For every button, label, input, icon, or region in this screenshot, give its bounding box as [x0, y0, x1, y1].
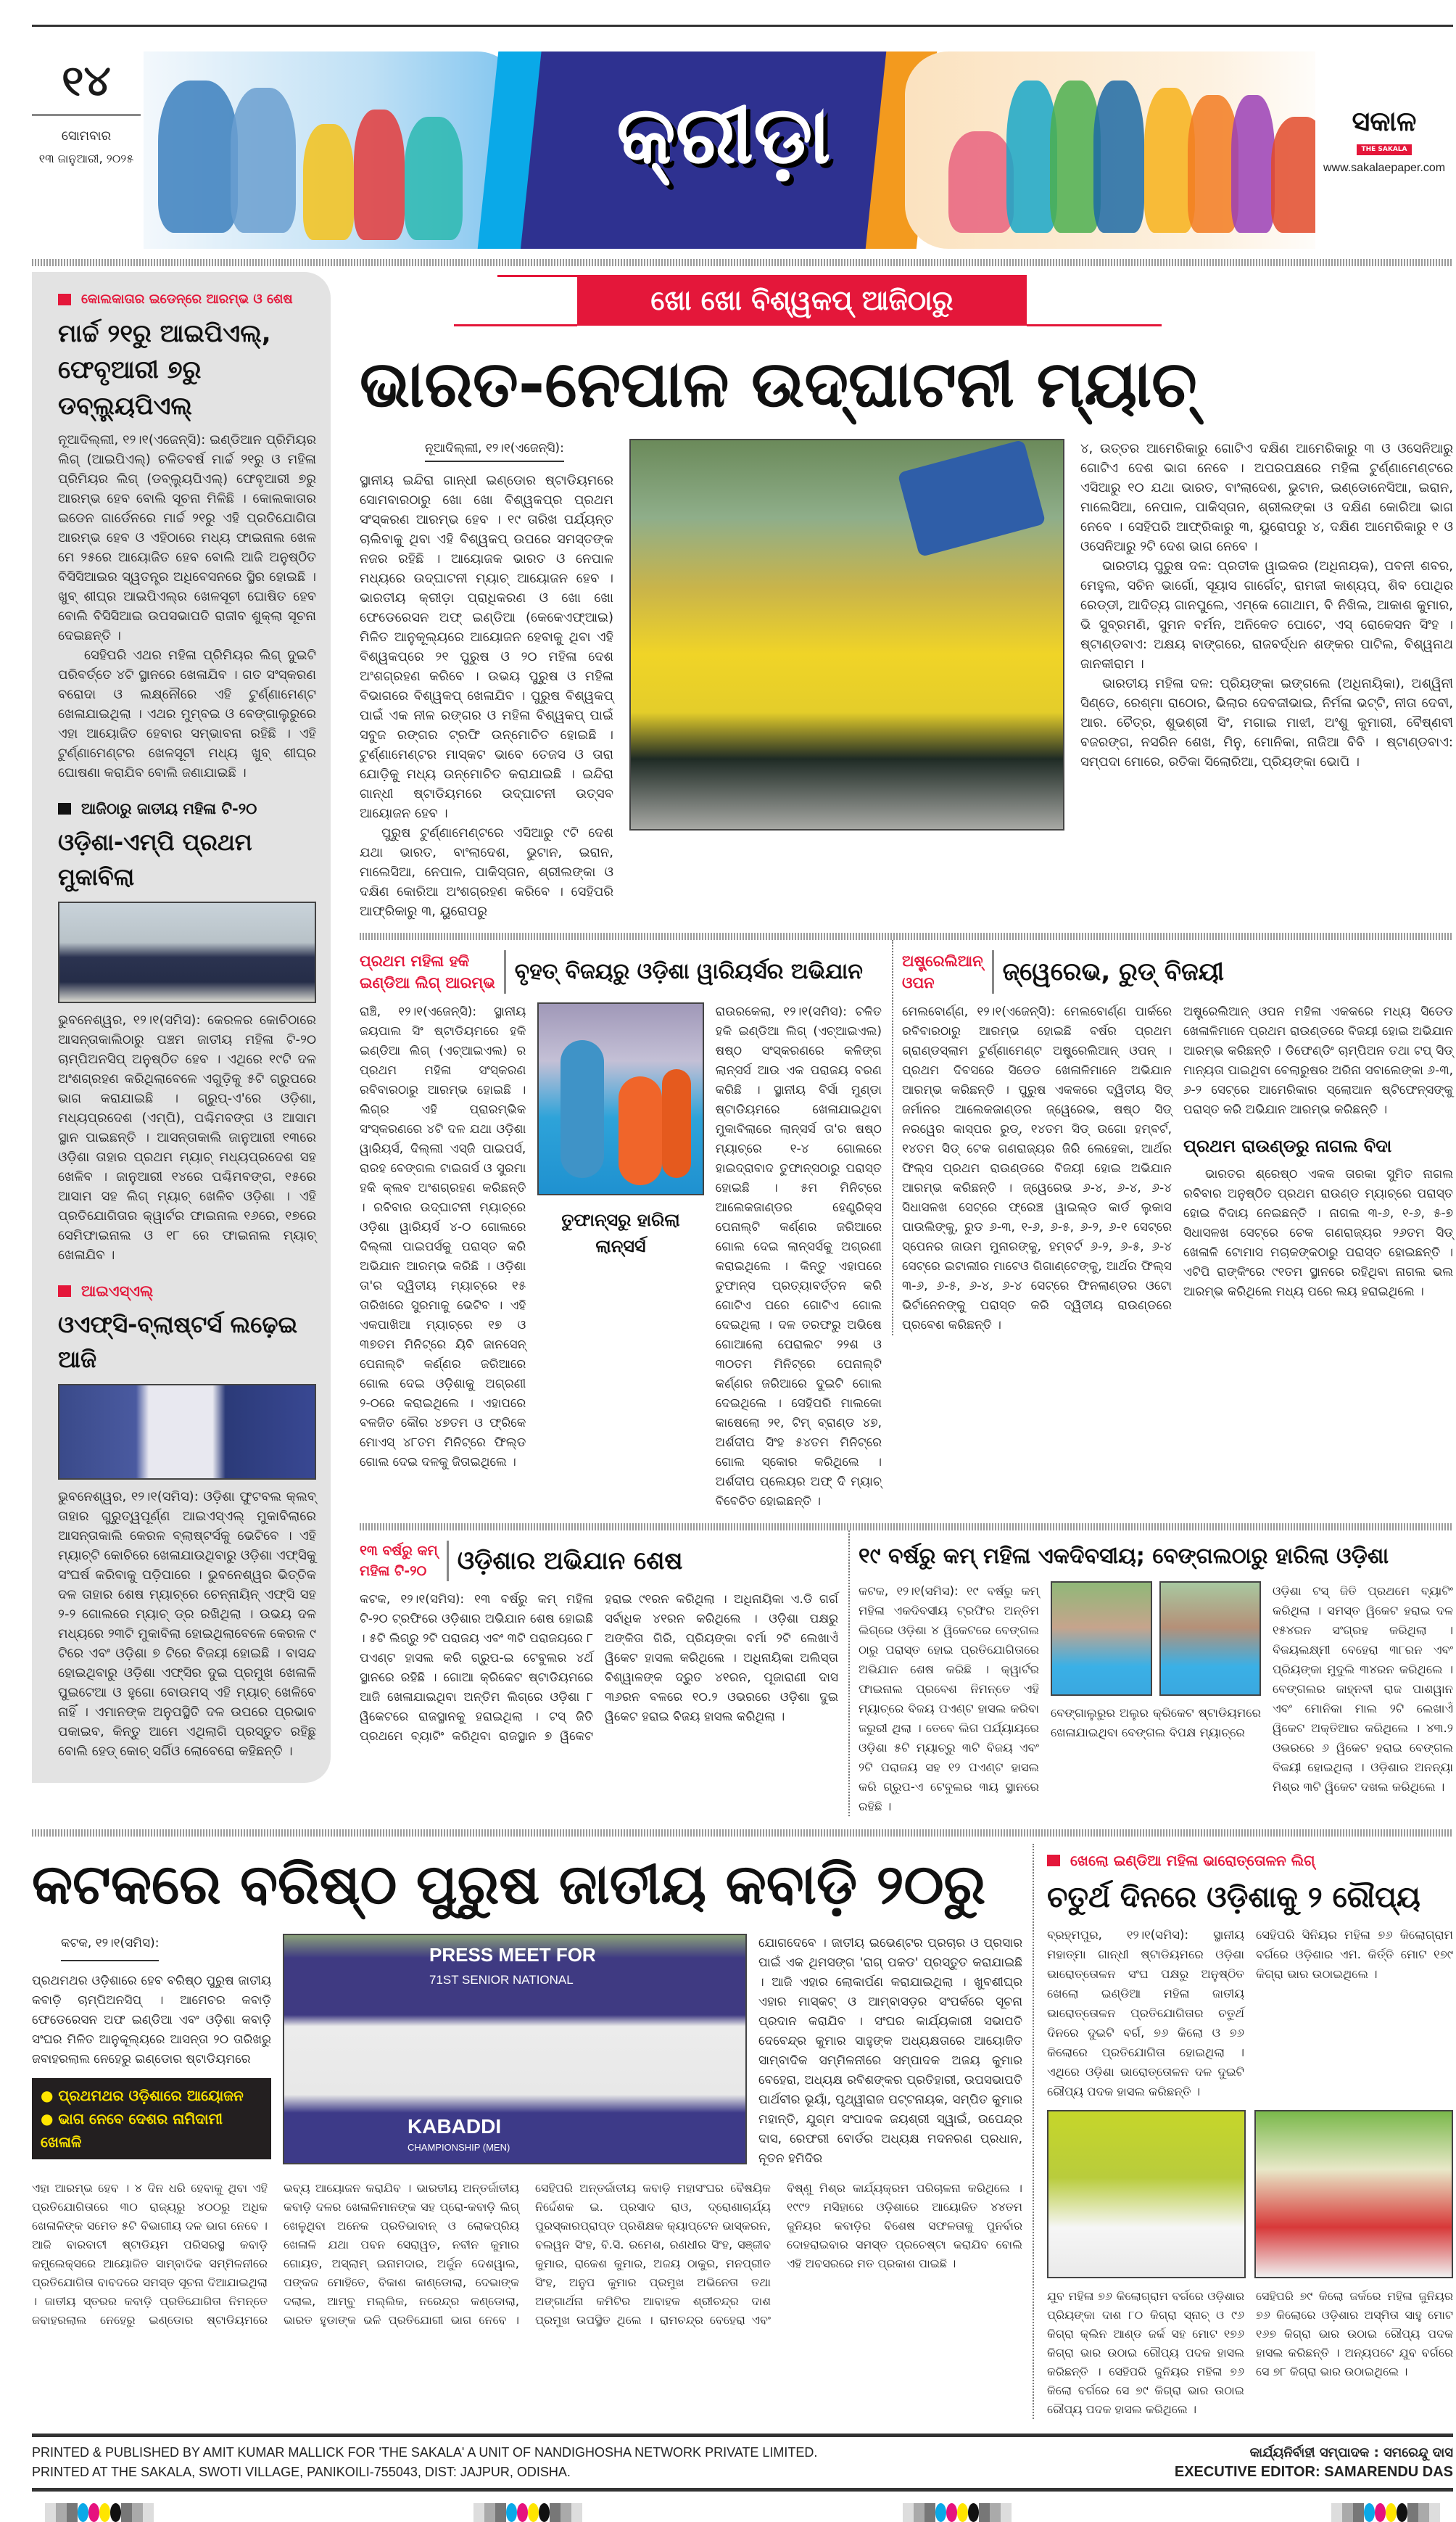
- lead-body-1: ସ୍ଥାନୀୟ ଇନ୍ଦିରା ଗାନ୍ଧୀ ଇଣ୍ଡୋର ଷ୍ଟାଡିୟମରେ ସୋମବାରଠାରୁ ଖୋ ଖୋ ବିଶ୍ୱକପ୍‌ର ପ୍ରଥମ ସଂସ୍କରଣ ଆରମ୍ଭ ହେବ । ୧୯ ତାରିଖ ପର୍ଯ୍ୟନ୍ତ ଚାଲିବାକୁ ଥିବା ଏହି ବିଶ୍ୱକପ୍ ଉପରେ ସମସ୍ତଙ୍କ ନଜର ରହିଛି । ଆୟୋଜକ ଭାରତ ଓ ନେପାଳ ମଧ୍ୟରେ ଉଦ୍‌ଘାଟନୀ ମ୍ୟାଚ୍ ଆୟୋଜନ ହେବ । ଭାରତୀୟ କ୍ରୀଡ଼ା ପ୍ରାଧିକରଣ ଓ ଖୋ ଖୋ ଫେଡେରେସନ ଅଫ୍ ଇଣ୍ଡିଆ (କେକେଏଫ୍‌ଆଇ) ମିଳିତ ଆନୁକୂଲ୍ୟରେ ଆୟୋଜନ ହେବାକୁ ଥିବା ଏହି ବିଶ୍ୱକପ୍‌ରେ ୨୧ ପୁରୁଷ ଓ ୨୦ ମହିଳା ଦେଶ ଅଂଶଗ୍ରହଣ କରିବେ । ଉଭୟ ପୁରୁଷ ଓ ମହିଳା ବିଭାଗରେ ବିଶ୍ୱକପ୍ ଖେଳାଯିବ । ପୁରୁଷ ବିଶ୍ୱକପ୍ ପାଇଁ ଏକ ନୀଳ ରଙ୍ଗର ଓ ମହିଳା ବିଶ୍ୱକପ୍ ପାଇଁ ସବୁଜ ରଙ୍ଗର ଟ୍ରଫି ଉନ୍ମୋଚିତ ହୋଇଛି । ଟୁର୍ଣ୍ଣାମେଣ୍ଟର ମାସ୍କଟ ଭାବେ ତେଜସ ଓ ତାରା ଯୋଡ଼ିକୁ ମଧ୍ୟ ଉନ୍ମୋଚିତ କରାଯାଇଛି । ଇନ୍ଦିରା ଗାନ୍ଧୀ ଷ୍ଟାଡିୟମରେ ଉଦ୍‌ଘାଟନୀ ଉତ୍ସବ ଆୟୋଜନ ହେବ ।: [360, 473, 613, 821]
- ipl-headline-line-2: ଫେବୃଆରୀ ୭ରୁ ଡବ୍ଲ୍ୟୁପିଏଲ୍: [58, 355, 202, 421]
- bullet-square-icon: [58, 803, 71, 815]
- hockey-sub-headline: ତୁଫାନ୍ସରୁ ହାରିଲା ଲାନ୍ସର୍ସ: [561, 1210, 680, 1256]
- page-number: ୧୪: [32, 51, 141, 116]
- women-team: ଭାରତୀୟ ମହିଳା ଦଳ: ପ୍ରିୟଙ୍କା ଇଙ୍ଗଲେ (ଅଧିନାୟିକା), ଅଶ୍ୱିନୀ ସିଣ୍ଡେ, ରେଶ୍ମା ରାଠୋର, ଭିଲାର ଦେବଜୀଭାଇ, ନିର୍ମଳା ଭଟ୍ଟି, ନୀତା ଦେବୀ, ଆର. ଚୈତ୍ର, ଶୁଭଶ୍ରୀ ସିଂ, ମଗାଇ ମାଝୀ, ଅଂଶୁ କୁମାରୀ, ବୈଷ୍ଣବୀ ବଜରଙ୍ଗ, ନସରିନ ଶେଖ, ମିନୁ, ମୋନିକା, ନାଜିଆ ବିବି । ଷ୍ଟାଣ୍ଡବାଏ: ସମ୍ପଦା ମୋରେ, ରତିକା ସିଲୋରିଆ, ପ୍ରିୟଙ୍କା ଭୋପି ।: [1080, 676, 1453, 770]
- athlete-figure-icon: [948, 131, 1014, 233]
- hockey-middle-column: [537, 1002, 703, 1265]
- editor-odia: କାର୍ଯ୍ୟନିର୍ବାହୀ ସମ୍ପାଦକ : ସମରେନ୍ଦୁ ଦାସ: [1249, 2445, 1453, 2460]
- ipl-story: [58, 289, 316, 783]
- ipl-body-2: ସେହିପରି ଏଥର ମହିଳା ପ୍ରିମିୟର ଲିଗ୍ ଦୁଇଟି ପରିବର୍ତ୍ତେ ୪ଟି ସ୍ଥାନରେ ଖେଳାଯିବ । ଗତ ସଂସ୍କରଣ ବରୋଦା ଓ ଲକ୍ଷ୍ନୌରେ ଏହି ଟୁର୍ଣ୍ଣାମେଣ୍ଟ ଖେଳାଯାଇଥିଲା । ଏଥର ମୁମ୍ବଇ ଓ ବେଙ୍ଗାଲୁରୁରେ ଏହା ଆୟୋଜିତ ହେବାର ସମ୍ଭାବନା ରହିଛି । ଏହି ଟୁର୍ଣ୍ଣାମେଣ୍ଟର ଖେଳସୂଚୀ ମଧ୍ୟ ଖୁବ୍ ଶୀଘ୍ର ଘୋଷଣା କରାଯିବ ବୋଲି ଜଣାଯାଇଛି ।: [58, 648, 316, 780]
- lead-left-column: [360, 439, 613, 921]
- u17-headline: ଓଡ଼ିଶାର ଅଭିଯାନ ଶେଷ: [457, 1546, 683, 1575]
- masthead: [32, 51, 1453, 255]
- weightlifting-body-3: ଯୁବ ମହିଳା ୭୬ କିଲୋଗ୍ରାମ ବର୍ଗରେ ଓଡ଼ିଶାର ପ୍ରିୟଙ୍କା ଦାଶ ୮୦ କିଗ୍ରା ସ୍ନାଚ୍ ଓ ୯୬ କିଗ୍ରା କ୍ଲିନ ଆଣ୍ଡ ଜର୍କ ସହ ମୋଟ ୧୭୬ କିଗ୍ରା ଭାର ଉଠାଇ ରୌପ୍ୟ ପଦକ ହାସଲ କରିଛନ୍ତି । ସେହିପରି ଜୁନିୟର ମହିଳା ୭୬ କିଲୋ ବର୍ଗରେ ସେ ୭୯ କିଗ୍ରା ଭାର ଉଠାଇ ରୌପ୍ୟ ପଦକ ହାସଲ କରିଥିଲେ ।: [1047, 2289, 1244, 2416]
- player-figure-icon: [662, 1069, 691, 1178]
- kabaddi-top: [32, 1934, 1022, 2169]
- section-title: କ୍ରୀଡ଼ା: [616, 88, 831, 181]
- tag-rule: [454, 324, 577, 326]
- kabaddi-body-right: ଯୋଗଦେବେ । ଜାତୀୟ ଇଭେଣ୍ଟର ପ୍ରଚାର ଓ ପ୍ରସାର ପାଇଁ ଏକ ଥିମସଙ୍ଗ 'ରାଗ୍ ପକଡ' ପ୍ରସ୍ତୁତ କରାଯାଇଛି । ଆଜି ଏହାର ଲୋକାର୍ପଣ କରାଯାଇଥିଲା । ଖୁବଶୀଘ୍ର ଏହାର ମାସ୍କଟ୍ ଓ ଆମ୍ବାସଡ଼ର ସଂପର୍କରେ ସୂଚନା ପ୍ରଦାନ କରାଯିବ । ସଂଘର କାର୍ଯ୍ୟକାରୀ ସଭାପତି ଦେବେନ୍ଦ୍ର କୁମାର ସାହୁଙ୍କ ଅଧ୍ୟକ୍ଷତାରେ ଆୟୋଜିତ ସାମ୍ବାଦିକ ସମ୍ମିଳନୀରେ ସମ୍ପାଦକ ଅଜୟ କୁମାର ବେହେରା, ଅଧ୍ୟକ୍ଷ ରବିଶଙ୍କର ପ୍ରତିହାରୀ, ଉପସଭାପତି ପାର୍ଥବୀର ଭୂୟାଁ, ପୃଥ୍ୱୀରାଜ ପଟ୍ଟନାୟକ, ସମ୍ପିତ କୁମାର ମହାନ୍ତି, ଯୁଗ୍ମ ସଂପାଦକ ଜୟଶ୍ରୀ ସ୍ୱାଇଁ, ଉପେନ୍ଦ୍ର ଦାସ, ରେଫରୀ ବୋର୍ଡର ଅଧ୍ୟକ୍ଷ ମଦନରଣ ପ୍ରଧାନ, ନୂତନ ହମିଦିର: [758, 1936, 1022, 2166]
- kho-kho-tag: ଖୋ ଖୋ ବିଶ୍ୱକପ୍ ଆଜିଠାରୁ: [577, 275, 1027, 326]
- isl-kicker: ଆଇଏସ୍‌ଏଲ୍: [58, 1279, 316, 1303]
- hockey-action-photo: [537, 1002, 703, 1195]
- imprint: [32, 2443, 1160, 2482]
- weightlifting-body-2: ସେହିପରି ସିନିୟର ମହିଳା ୭୬ କିଲୋଗ୍ରାମ ବର୍ଗରେ ଓଡ଼ିଶାର ଏମ. କିର୍ତ୍ତି ମୋଟ ୧୭୯ କିଗ୍ରା ଭାର ଉଠାଇଥିଲେ ।: [1256, 1928, 1453, 1981]
- lead-story: [360, 439, 1453, 921]
- player-portrait-2: [1159, 1581, 1261, 1696]
- hockey-columns: [360, 1002, 882, 1512]
- kabaddi-story: [32, 1844, 1033, 2330]
- isl-press-photo: [58, 1384, 316, 1480]
- ipl-headline-line-1: ମାର୍ଚ୍ଚ ୨୧ରୁ ଆଇପିଏଲ୍,: [58, 319, 271, 348]
- ipl-headline: [58, 316, 316, 424]
- bullet-dot-icon: ●: [41, 2110, 59, 2127]
- cricket-row: [360, 1530, 1453, 1816]
- banner-text: KABADDI: [408, 2115, 502, 2138]
- bottom-row: [32, 1844, 1453, 2419]
- masthead-dateblock: [32, 51, 141, 255]
- ao-story: [892, 940, 1453, 1335]
- banner-text: CHAMPIONSHIP (MEN): [408, 2142, 510, 2153]
- isl-headline: ଓଏଫ୍‌ସି-ବ୍ଲାଷ୍ଟର୍ସ ଲଢ଼େଇ ଆଜି: [58, 1311, 298, 1373]
- hockey-header: [360, 950, 882, 994]
- kabaddi-highlights: [32, 2078, 271, 2159]
- cricket-figure-icon: [405, 117, 463, 240]
- ao-sub-headline: ପ୍ରଥମ ରାଉଣ୍ଡରୁ ନାଗଲ ବିଦା: [1183, 1136, 1392, 1156]
- day-label: ସୋମବାର: [61, 128, 112, 144]
- u19-columns: [859, 1581, 1453, 1816]
- weightlifting-story: [1033, 1844, 1453, 2419]
- sidebar-panel: [32, 272, 331, 1783]
- banner-cricket-panel: [144, 51, 521, 249]
- u19-story: [848, 1530, 1453, 1816]
- ao-body: ମେଲବୋର୍ଣ୍ଣ, ୧୨।୧(ଏଜେନ୍ସି): ମେଲବୋର୍ଣ୍ଣ ପାର୍କରେ ରବିବାରଠାରୁ ଆରମ୍ଭ ହୋଇଛି ବର୍ଷର ପ୍ରଥମ ଗ୍ରାଣ୍ଡସ୍ଲାମ ଟୁର୍ଣ୍ଣାମେଣ୍ଟ ଅଷ୍ଟ୍ରେଲିଆନ୍ ଓପନ୍ । ପ୍ରଥମ ଦିବସରେ ସିଡେଡ ଖେଳାଳିମାନେ ଅଭିଯାନ ଆରମ୍ଭ କରିଛନ୍ତି । ପୁରୁଷ ଏକକରେ ଦ୍ୱିତୀୟ ସିଡ୍ ଜର୍ମାନର ଆଲେକଜାଣ୍ଡର ଜ୍ୱେରେଭ, ଷଷ୍ଠ ସିଡ୍ ନରୱେର କାସ୍ପର ରୁଡ୍, ୧୪ତମ ସିଡ୍ ଉଗୋ ହମ୍ବର୍ଟ, ୧୪ତମ ସିଡ୍ ଟେକ ଗଣରାଜ୍ୟର ଜିରି ଲେହେକା, ଆର୍ଥର ଫିଲ୍ସ ପ୍ରଥମ ରାଉଣ୍ଡରେ ବିଜୟୀ ହୋଇ ଅଭିଯାନ ଆରମ୍ଭ କରିଛନ୍ତି । ଜ୍ୱେରେଭ ୬-୪, ୬-୪, ୬-୪ ସିଧାସଳଖ ସେଟ୍‌ରେ ଫ୍ରେଞ୍ଚ ୱାଇଲ୍ଡ କାର୍ଡ ଲୁକାସ ପାଉଲିଙ୍କୁ, ରୁଡ ୬-୩, ୧-୬, ୬-୫, ୬-୨, ୬-୧ ସେଟ୍‌ରେ ସ୍ପେନର ଜାଉମ ମୁନାରଙ୍କୁ, ହମ୍ବର୍ଟ ୬-୨, ୬-୫, ୬-୪ ସେଟ୍‌ରେ ଇଟାଲୀର ମାଟେଓ ଗିଗାଣ୍ଟେଙ୍କୁ, ଆର୍ଥର ଫିଲ୍ସ ୩-୬, ୬-୫, ୬-୪, ୬-୪ ସେଟ୍‌ରେ ଫିନଲାଣ୍ଡର ଓଟୋ ଭିର୍ଟାନେନଙ୍କୁ ପରାସ୍ତ କରି ଦ୍ୱିତୀୟ ରାଉଣ୍ଡରେ ପ୍ରବେଶ କରିଛନ୍ତି ।: [902, 1005, 1172, 1332]
- color-registration-row: [32, 2492, 1453, 2522]
- u19-body: କଟକ, ୧୨।୧(ସମିସ): ୧୯ ବର୍ଷରୁ କମ୍ ମହିଳା ଏକଦିବସୀୟ ଟ୍ରଫିର ଅନ୍ତିମ ଲିଗ୍‌ରେ ଓଡ଼ିଶା ୪ ୱିକେଟରେ ବେଙ୍ଗଲ ଠାରୁ ପରାସ୍ତ ହୋଇ ପ୍ରତିଯୋଗିତାରେ ଅଭିଯାନ ଶେଷ କରିଛି । କ୍ୱାର୍ଟର ଫାଇନାଲ ପ୍ରବେଶ ନିମନ୍ତେ ଏହି ମ୍ୟାଚ୍‌ରେ ବିଜୟ ପଏଣ୍ଟ ହାସଲ କରିବା ଜରୁରୀ ଥିଲା । ତେବେ ଲିଗ ପର୍ଯ୍ୟାୟରେ ଓଡ଼ିଶା ୫ଟି ମ୍ୟାଚ୍‌ରୁ ୩ଟି ବିଜୟ ଏବଂ ୨ଟି ପରାଜୟ ସହ ୧୨ ପଏଣ୍ଟ ହାସଲ କରି ଗ୍ରୁପ-ଏ ଟେବୁଲର ୩ୟ ସ୍ଥାନରେ ରହିଛି ।: [859, 1584, 1039, 1813]
- weightlifting-body-4: ସେହିପରି ୭୯ କିଲୋ ଜର୍କରେ ମହିଳା ଜୁନିୟର ୭୬ କିଲୋରେ ଓଡ଼ିଶାର ଅସ୍ମିତା ସାହୁ ମୋଟ ୧୬୭ କିଗ୍ରା ଭାର ଉଠାଇ ରୌପ୍ୟ ପଦକ ହାସଲ କରିଛନ୍ତି । ଅନ୍ୟପଟେ ଯୁବ ବର୍ଗରେ ସେ ୭୮ କିଗ୍ରା ଭାର ଉଠାଇଥିଲେ ।: [1256, 2289, 1453, 2378]
- section-divider: [360, 933, 1453, 940]
- player-figure-icon: [619, 1076, 662, 1185]
- weightlifting-columns-2: [1047, 2287, 1453, 2419]
- ipl-body: ନୂଆଦିଲ୍ଲୀ, ୧୨।୧(ଏଜେନ୍ସି): ଇଣ୍ଡିଆନ ପ୍ରିମିୟର ଲିଗ୍ (ଆଇପିଏଲ୍) ଚଳିତବର୍ଷ ମାର୍ଚ୍ଚ ୨୧ରୁ ଓ ମହିଳା ପ୍ରିମିୟର ଲିଗ୍ (ଡବ୍ଲ୍ୟୁପିଏଲ୍) ଫେବୃଆରୀ ୭ରୁ ଆରମ୍ଭ ହେବ ବୋଲି ସୂଚନା ମିଳିଛି । କୋଲକାତାର ଇଡେନ ଗାର୍ଡେନରେ ମାର୍ଚ୍ଚ ୨୧ରୁ ଏହି ପ୍ରତିଯୋଗିତା ଆରମ୍ଭ ହେବ ଓ ଏହିଠାରେ ମଧ୍ୟ ଫାଇନାଲ ଖେଳ ମେ ୨୫ରେ ଆୟୋଜିତ ହେବ ବୋଲି ଆଜି ଅନୁଷ୍ଠିତ ବିସିସିଆଇର ସ୍ୱତନ୍ତ୍ର ଅଧିବେସନରେ ସ୍ଥିର ହୋଇଛି । ଖୁବ୍ ଶୀଘ୍ର ଆଇପିଏଲ୍‌ର ଖେଳସୂଚୀ ଘୋଷିତ ହେବ ବୋଲି ବିସିସିଆଇ ଉପସଭାପତି ରାଜୀବ ଶୁକ୍ଲା ସୂଚନା ଦେଇଛନ୍ତି ।: [58, 432, 316, 643]
- kho-kho-tag-row: [360, 272, 1453, 329]
- logo-text: ସକାଳ: [1352, 105, 1417, 137]
- lead-body-right: [1080, 439, 1453, 772]
- kabaddi-press-meet-photo: [283, 1934, 747, 2164]
- masthead-divider: [32, 259, 1453, 266]
- isl-body: ଭୁବନେଶ୍ୱର, ୧୨।୧(ସମିସ): ଓଡ଼ିଶା ଫୁଟବଲ କ୍ଲବ୍ ତାହାର ଗୁରୁତ୍ୱପୂର୍ଣ୍ଣ ଆଇଏସ୍‌ଏଲ୍ ମୁକାବିଲାରେ ଆସନ୍ତାକାଲି କେରଳ ବ୍ଲାଷ୍ଟର୍ସକୁ ଭେଟିବେ । ଏହି ମ୍ୟାଚ୍‌ଟି କୋଚିରେ ଖେଳାଯାଉଥିବାରୁ ଓଡ଼ିଶା ଏଫ୍‌ସିକୁ ସଂଘର୍ଷ କରିବାକୁ ପଡ଼ିପାରେ । ଭୁବନେଶ୍ୱର ଭିତ୍ତିକ ଦଳ ତାହାର ଶେଷ ମ୍ୟାଚ୍‌ରେ ଚେନ୍ନାୟିନ୍ ଏଫ୍‌ସି ସହ ୨-୨ ଗୋଲରେ ମ୍ୟାଚ୍ ଡ୍ର ରଖିଥିଲା । ଉଭୟ ଦଳ ମଧ୍ୟରେ ୨୩ଟି ମୁକାବିଲା ହୋଇଥିଲାବେଳେ କେରଳ ୯ ଟିରେ ଏବଂ ଓଡ଼ିଶା ୭ ଟିରେ ବିଜୟୀ ହୋଇଛି । ବାସନ୍ଦ ହୋଇଥିବାରୁ ଓଡ଼ିଶା ଏଫ୍‌ସିର ଦୁଇ ପ୍ରମୁଖ ଖେଳାଳି ପୁଇଟେଆ ଓ ହୁଗୋ ବୋଉମସ୍ ଏହି ମ୍ୟାଚ୍ ଖେଳିବେ ନାହିଁ । ଏମାନଙ୍କ ଅନୁପସ୍ଥିତି ଦଳ ଉପରେ ପ୍ରଭାବ ପକାଇବ, କିନ୍ତୁ ଆମେ ଏଥିଲାଗି ପ୍ରସ୍ତୁତ ରହିଛୁ ବୋଲି ହେଡ୍ କୋଚ୍ ସର୍ଗିଓ ଲୋବେରୋ କହିଛନ୍ତି ।: [58, 1489, 316, 1759]
- date-label: ୧୩ ଜାନୁଆରୀ, ୨୦୨୫: [38, 152, 134, 165]
- u17-body: କଟକ, ୧୨।୧(ସମିସ): ୧୩ ବର୍ଷରୁ କମ୍ ମହିଳା ଟି-୨୦ ଟ୍ରଫିରେ ଓଡ଼ିଶାର ଅଭିଯାନ ଶେଷ ହୋଇଛି । ୫ଟି ଲିଗ୍‌ରୁ ୨ଟି ପରାଜୟ ଏବଂ ୩ଟି ପରାଜୟରେ ୮ ପଏଣ୍ଟ ହାସଲ କରି ଗ୍ରୁପ-ଇ ଟେବୁଲର ୪ର୍ଥ ସ୍ଥାନରେ ରହିଛି । ଗୋଆ କ୍ରିକେଟ ଷ୍ଟାଡିୟମରେ ଆଜି ଖେଳାଯାଇଥିବା ଅନ୍ତିମ ଲିଗ୍‌ରେ ଓଡ଼ିଶା ୮ ୱିକେଟରେ ରାଜସ୍ଥାନକୁ ହରାଇଥିଲା । ଟସ୍ ଜିତି ପ୍ରଥମେ ବ୍ୟାଟିଂ କରିଥିବା ରାଜସ୍ଥାନ ୭ ୱିକେଟ ହରାଇ ୯୧ରନ କରିଥିଲା । ଅଧିନାୟିକା ଏ.ଡି ଗର୍ଗ ସର୍ବାଧିକ ୪୧ରନ କରିଥିଲେ । ଓଡ଼ିଶା ପକ୍ଷରୁ ଅଙ୍କିତା ଗିରି, ପ୍ରିୟଙ୍କା ବର୍ମା ୨ଟି ଲେଖାଏଁ ୱିକେଟ ହାସଲ କରିଥିଲେ । ଅଧିନାୟିକା ଅଲିସ୍ତା ବିଶ୍ୱାଳଙ୍କ ଦ୍ରୁତ ୪୧ରନ, ପୂଜାରାଣୀ ଦାସ ୩୬ରନ ବଳରେ ୧୦.୨ ଓଭରରେ ଓଡ଼ିଶା ଦୁଇ ୱିକେଟ ହରାଇ ବିଜୟ ହାସଲ କରିଥିଲା ।: [360, 1592, 838, 1744]
- isl-story: [58, 1279, 316, 1761]
- cricket-figure-icon: [303, 124, 354, 240]
- kicker-bar: [992, 950, 994, 994]
- editor-credit: [1175, 2443, 1453, 2482]
- color-registration-bar: [45, 2503, 154, 2522]
- bullet-square-icon: [58, 1285, 71, 1297]
- cricket-figure-icon: [354, 110, 405, 240]
- lead-body-3: ୪, ଉତ୍ତର ଆମେରିକାରୁ ଗୋଟିଏ ଦକ୍ଷିଣ ଆମେରିକାରୁ ୩ ଓ ଓସେନିଆରୁ ଗୋଟିଏ ଦେଶ ଭାଗ ନେବେ । ଅପରପକ୍ଷରେ ମହିଳା ଟୁର୍ଣ୍ଣାମେଣ୍ଟରେ ଏସିଆରୁ ୧୦ ଯଥା ଭାରତ, ବାଂଲାଦେଶ, ଭୁଟାନ, ଇଣ୍ଡୋନେସିଆ, ଇରାନ, ମାଲେସିଆ, ନେପାଳ, ପାକିସ୍ତାନ, ଶ୍ରୀଲଙ୍କା ଓ ଦକ୍ଷିଣ କୋରିଆ ଭାଗ ନେବେ । ସେହିପରି ଆଫ୍ରିକାରୁ ୩, ୟୁରୋପରୁ ୪, ଦକ୍ଷିଣ ଆମେରିକାରୁ ୧ ଓ ଓସେନିଆରୁ ୨ଟି ଦେଶ ଭାଗ ନେବେ ।: [1080, 441, 1453, 554]
- kicker-bar: [447, 1541, 449, 1581]
- ao-body-2: [1183, 1002, 1453, 1302]
- section-banner: [144, 51, 1315, 249]
- cricket-figure-icon: [158, 81, 238, 233]
- men-team: ଭାରତୀୟ ପୁରୁଷ ଦଳ: ପ୍ରତୀକ ୱାଇକର (ଅଧିନାୟକ), ପବନୀ ଶବର, ମେହୁଲ, ସଚିନ ଭାର୍ଗୋ, ସୂୟାସ ଗାର୍ଗେଟ୍, ରାମଜୀ କାଶ୍ୟପ୍, ଶିବ ପୋଥିର ରେଡ୍ଡୀ, ଆଦିତ୍ୟ ଗାନପୁଲେ, ଏମ୍‌କେ ଗୋଥାମ, ବି ନିଖିଲ, ଆକାଶ କୁମାର, ଭି ସୁବ୍ରମଣି, ସୁମନ ବର୍ମନ, ଅନିକେତ ପୋଟେ, ଏସ୍ ରୋକେସନ ସିଂହ । ଷ୍ଟାଣ୍ଡବାଏ: ଅକ୍ଷୟ ବାଙ୍ଗରେ, ରାଜବର୍ଦ୍ଧନ ଶଙ୍କର ପାଟିଲ, ବିଶ୍ୱନାଥ ଜାନକୀରାମ ।: [1080, 559, 1453, 672]
- footer: [32, 2437, 1453, 2488]
- lifter-portrait-1: [1047, 2110, 1246, 2278]
- editor-english: EXECUTIVE EDITOR: SAMARENDU DAS: [1174, 2464, 1453, 2480]
- section-divider: [360, 1523, 1453, 1530]
- t20-story: [58, 797, 316, 1265]
- imprint-line-1: PRINTED & PUBLISHED BY AMIT KUMAR MALLICK FOR 'THE SAKALA' A UNIT OF NANDIGHOSHA NETWORK PRIVATE LIMITED.: [32, 2445, 818, 2460]
- u19-body-3: ଓଡ଼ିଶା ଟସ୍ ଜିତି ପ୍ରଥମେ ବ୍ୟାଟିଂ କରିଥିଲା । ସମସ୍ତ ୱିକେଟ ହରାଇ ଦଳ ୧୫୪ରନ ସଂଗ୍ରହ କରିଥିଲା । ବିଜୟଲକ୍ଷ୍ମୀ ବେହେରା ୩୮ରନ ଏବଂ ପ୍ରିୟଙ୍କା ମୁଦୁଲି ୩୪ରନ କରିଥିଲେ । ବେଙ୍ଗଲର ଜାହ୍ନବୀ ରାଜ ପାଶୱାନ ଏବଂ ମୋନିକା ମାଲ ୨ଟି ଲେଖାଏଁ ୱିକେଟ ଅକ୍ତିଆର କରିଥିଲେ । ୪୩.୨ ଓଭରରେ ୬ ୱିକେଟ ହରାଇ ବେଙ୍ଗଲ ବିଜୟୀ ହୋଇଥିଲା । ଓଡ଼ିଶାର ଅନନ୍ୟା ମିଶ୍ର ୩ଟି ୱିକେଟ ଦଖଲ କରିଥିଲେ ।: [1273, 1584, 1453, 1794]
- athlete-figure-icon: [1093, 81, 1144, 233]
- tag-rule: [497, 275, 577, 277]
- bullet-square-icon: [58, 294, 71, 305]
- u17-story: [360, 1530, 848, 1747]
- hockey-story: [360, 940, 892, 1512]
- section-divider: [32, 1829, 1453, 1837]
- weightlifting-headline: ଚତୁର୍ଥ ଦିନରେ ଓଡ଼ିଶାକୁ ୨ ରୌପ୍ୟ: [1047, 1881, 1420, 1914]
- weightlifting-kicker: ଖେଲୋ ଇଣ୍ଡିଆ ମହିଳା ଭାରୋତ୍ତୋଳନ ଲିଗ୍: [1047, 1850, 1453, 1871]
- hockey-kicker: ପ୍ରଥମ ମହିଳା ହକି ଇଣ୍ଡିଆ ଲିଗ୍ ଆରମ୍ଭ: [360, 952, 495, 992]
- t20-team-photo: [58, 902, 316, 1003]
- newspaper-logo: [1315, 51, 1453, 255]
- color-registration-bar: [903, 2503, 1012, 2522]
- lead-headline: ଭାରତ-ନେପାଳ ଉଦ୍‌ଘାଟନୀ ମ୍ୟାଚ୍: [360, 347, 1197, 421]
- u17-header: [360, 1541, 838, 1581]
- kabaddi-body-bottom: ଏହା ଆରମ୍ଭ ହେବ । ୪ ଦିନ ଧରି ହେବାକୁ ଥିବା ଏହି ପ୍ରତିଯୋଗିତାରେ ୩୦ ରାଜ୍ୟରୁ ୪୦୦ରୁ ଅଧିକ ଖେଳାଳିଙ୍କ ସମେତ ୫ଟି ବିଭାଗୀୟ ଦଳ ଭାଗ ନେବେ । ଆଜି ବାରବାଟୀ ଷ୍ଟାଡିୟମ ପରିସରସ୍ଥ କବାଡ଼ି କମ୍ପ୍ଲେକ୍ସରେ ଆୟୋଜିତ ସାମ୍ବାଦିକ ସମ୍ମିଳନୀରେ ପ୍ରତିଯୋଗିତା ବାବଦରେ ସମସ୍ତ ସୂଚନା ଦିଆଯାଇଥିଲା । ଜାତୀୟ ସ୍ତରର କବାଡ଼ି ପ୍ରତିଯୋଗିତା ନିମନ୍ତେ ଜବାହରଲାଲ ନେହେରୁ ଇଣ୍ଡୋର ଷ୍ଟାଡିୟମରେ ଭବ୍ୟ ଆୟୋଜନ କରାଯିବ । ଭାରତୀୟ ଅନ୍ତର୍ଜାତୀୟ କବାଡ଼ି ଦଳର ଖେଳାଳିମାନଙ୍କ ସହ ପ୍ରୋ-କବାଡ଼ି ଲିଗ୍ ଖେଳୁଥିବା ଅନେକ ପ୍ରତିଭାବାନ୍ ଓ ଲୋକପ୍ରିୟ ଖେଳାଳି ଯଥା ପବନ ସେରାୱତ, ନବୀନ କୁମାର ଗୋୟତ, ଅସ୍ଲାମ୍ ଇନାମଦାର, ଅର୍ଜୁନ ଦେଶୱାଲ, ପଙ୍କଜ ମୋହିତେ, ବିକାଶ କାଣ୍ଡୋଲା, ଦେଭାଙ୍କ ଦଲାଲ, ଆମ୍ବୁ ମଲ୍ଲିକ, ନରେନ୍ଦ୍ର କଣ୍ଡୋଲା, ଭାରତ ହୁଡାଙ୍କ ଭଳି ପ୍ରତିଯୋଗୀ ଭାଗ ନେବେ । ସେହିପରି ଅନ୍ତର୍ଜାତୀୟ କବାଡ଼ି ମହାସଂଘର ବୈଷୟିକ ନିର୍ଦ୍ଦେଶକ ଇ. ପ୍ରସାଦ ରାଓ, ଦ୍ରୋଣାଚାର୍ଯ୍ୟ ପୁରସ୍କାରପ୍ରାପ୍ତ ପ୍ରଶିକ୍ଷକ କ୍ୟାପ୍ଟେନ ଭାସ୍କରନ, ବଲୱନ ସିଂହ, ବି.ସି. ରମେଶ, ରଣଧୀର ସିଂହ, ସଞ୍ଜୀବ କୁମାର, ରାକେଶ କୁମାର, ଅଜୟ ଠାକୁର, ମନପ୍ରୀତ ସିଂହ, ଅନୁପ କୁମାର ପ୍ରମୁଖ ଅଭିନେତା ତଥା ଅଙ୍ଗାର୍ଥନା କମିଟିର ଆବାହକ ଶ୍ରୀଚନ୍ଦ୍ର ଦାଶ ପ୍ରମୁଖ ଉପସ୍ଥିତ ଥିଲେ । ରାମଚନ୍ଦ୍ର ବେହେରା ଏବଂ ବିଷ୍ଣୁ ମିଶ୍ର କାର୍ଯ୍ୟକ୍ରମ ପରିଚାଳନା କରିଥିଲେ । ୧୯୯୨ ମସିହାରେ ଓଡ଼ିଶାରେ ଆୟୋଜିତ ୪୪ତମ ଜୁନିୟର କବାଡ଼ିର ବିଶେଷ ସଫଳତାକୁ ପୁନର୍ବାର ଦୋହରାଇବାର ସମସ୍ତ ପ୍ରଚେଷ୍ଟା କରାଯିବ ବୋଲି ଏହି ଅବସରରେ ମତ ପ୍ରକାଶ ପାଇଛି ।: [32, 2181, 1022, 2327]
- hockey-headline: ବୃହତ୍ ବିଜୟରୁ ଓଡ଼ିଶା ୱାରିୟର୍ସର ଅଭିଯାନ: [514, 959, 863, 984]
- color-registration-bar: [1331, 2503, 1440, 2522]
- top-rule: [32, 25, 1453, 27]
- main-area: [32, 272, 1453, 1816]
- u17-kicker: ୧୩ ବର୍ଷରୁ କମ୍ ମହିଳା ଟି-୨୦: [360, 1543, 438, 1579]
- u19-portraits: [1051, 1581, 1261, 1696]
- lead-dateline: ନୂଆଦିଲ୍ଲୀ, ୧୨।୧(ଏଜେନ୍ସି):: [425, 439, 564, 462]
- player-portrait-1: [1051, 1581, 1152, 1696]
- t20-headline: ଓଡ଼ିଶା-ଏମ୍‌ପି ପ୍ରଥମ ମୁକାବିଲା: [58, 828, 252, 891]
- bullet-dot-icon: ●: [41, 2087, 59, 2104]
- ao-body-2-text: ଅଷ୍ଟ୍ରେଲିଆନ୍ ଓପନ ମହିଳା ଏକକରେ ମଧ୍ୟ ସିଡେଡ ଖେଳାଳିମାନେ ପ୍ରଥମ ରାଉଣ୍ଡରେ ବିଜୟୀ ହୋଇ ଅଭିଯାନ ଆରମ୍ଭ କରିଛନ୍ତି । ଡିଫେଣ୍ଡିଂ ଚାମ୍ପିଅନ ତଥା ଟପ୍ ସିଡ୍ ମାନ୍ୟତା ପାଇଥିବା ବେଲାରୁଷର ଅରିନା ସବାଲେଙ୍କା ୬-୩, ୬-୨ ସେଟ୍‌ରେ ଆମେରିକାର ସ୍ଲୋଆନ ଷ୍ଟିଫେନ୍ସଙ୍କୁ ପରାସ୍ତ କରି ଅଭିଯାନ ଆରମ୍ଭ କରିଛନ୍ତି ।: [1183, 1005, 1453, 1117]
- u19-body-2: ବେଙ୍ଗାଲୁରୁର ଅଲୁର କ୍ରିକେଟ ଷ୍ଟାଡିୟମରେ ଖେଳାଯାଇଥିବା ବେଙ୍ଗଲ ବିପକ୍ଷ ମ୍ୟାଚ୍‌ରେ: [1051, 1706, 1261, 1739]
- logo-subtitle: THE SAKALA: [1357, 144, 1411, 155]
- ao-headline: ଜ୍ୱେରେଭ, ରୁଡ୍ ବିଜୟୀ: [1002, 957, 1225, 986]
- bullet-square-icon: [1047, 1855, 1060, 1866]
- highlight-item: ● ପ୍ରଥମଥର ଓଡ଼ିଶାରେ ଆୟୋଜନ: [41, 2087, 244, 2104]
- banner-text: 71ST SENIOR NATIONAL: [429, 1973, 574, 1987]
- hockey-ao-row: [360, 940, 1453, 1512]
- banner-text: PRESS MEET FOR: [429, 1944, 596, 1966]
- lead-body: [360, 471, 613, 921]
- cricket-figure-icon: [231, 88, 296, 233]
- athlete-figure-icon: [1231, 95, 1275, 233]
- athlete-figure-icon: [1271, 117, 1315, 233]
- lifter-portraits: [1047, 2110, 1453, 2278]
- kabaddi-headline: କଟକରେ ବରିଷ୍ଠ ପୁରୁଷ ଜାତୀୟ କବାଡ଼ି ୨୦ରୁ: [32, 1852, 986, 1916]
- t20-kicker: ଆଜିଠାରୁ ଜାତୀୟ ମହିଳା ଟି-୨୦: [58, 797, 316, 820]
- color-registration-bar: [473, 2503, 582, 2522]
- player-figure-icon: [561, 1040, 604, 1178]
- content-area: [360, 272, 1453, 1816]
- website-link[interactable]: www.sakalaepaper.com: [1323, 162, 1446, 174]
- kabaddi-body: ପ୍ରଥମଥର ଓଡ଼ିଶାରେ ହେବ ବରିଷ୍ଠ ପୁରୁଷ ଜାତୀୟ କବାଡ଼ି ଚାମ୍ପିଅନସିପ୍ । ଆମେଚର କବାଡ଼ି ଫେଡେରେସନ ଅଫ ଇଣ୍ଡିଆ ଏବଂ ଓଡ଼ିଶା କବାଡ଼ି ସଂଘର ମିଳିତ ଆନୁକୂଲ୍ୟରେ ଆସନ୍ତା ୨୦ ତାରିଖରୁ ଜବାହରଲାଲ ନେହେରୁ ଇଣ୍ଡୋର ଷ୍ଟାଡିୟମରେ: [32, 1974, 271, 2066]
- hockey-sub-body: ରାଉରକେଲା, ୧୨।୧(ସମିସ): ଚଳିତ ହକି ଇଣ୍ଡିଆ ଲିଗ୍ (ଏଚ୍‌ଆଇଏଲ) ଷଷ୍ଠ ସଂସ୍କରଣରେ କଳିଙ୍ଗ ଲାନ୍ସର୍ସ ଆଉ ଏକ ପରାଜୟ ବରଣ କରିଛି । ସ୍ଥାନୀୟ ବିର୍ସା ମୁଣ୍ଡା ଷ୍ଟାଡିୟମରେ ଖେଳାଯାଇଥିବା ମୁକାବିଲାରେ ଲାନ୍ସର୍ସ ତା'ର ଷଷ୍ଠ ମ୍ୟାଚ୍‌ରେ ୧-୪ ଗୋଲରେ ହାଇଦ୍ରାବାଦ ତୁଫାନ୍ସଠାରୁ ପରାସ୍ତ ହୋଇଛି । ୫ମ ମିନିଟ୍‌ରେ ଆଲେକଜାଣ୍ଡର ହେଣ୍ଡ୍ରିକ୍ସ ପେନାଲ୍ଟି କର୍ଣ୍ଣର ଜରିଆରେ ଗୋଲ ଦେଇ ଲାନ୍ସର୍ସକୁ ଅଗ୍ରଣୀ କରାଇଥିଲେ । କିନ୍ତୁ ଏହାପରେ ତୁଫାନ୍ସ ପ୍ରତ୍ୟାବର୍ତ୍ତନ କରି ଗୋଟିଏ ପରେ ଗୋଟିଏ ଗୋଲ ଦେଇଥିଲା । ଦଳ ତରଫରୁ ଅଭିଷେ ଗୋଆଲୋ ପେରାଲଟ ୨୨ଶ ଓ ୩୦ତମ ମିନିଟ୍‌ରେ ପେନାଲ୍ଟି କର୍ଣ୍ଣର ଜରିଆରେ ଦୁଇଟି ଗୋଲ ଦେଇଥିଲେ । ସେହିପରି ମାଲକୋ କାଷେଲୋ ୨୧, ଟିମ୍ ବ୍ରାଣ୍ଡ ୪୭, ଅର୍ଶଦୀପ ସିଂହ ୫୪ତମ ମିନିଟ୍‌ରେ ଗୋଲ ସ୍କୋର କରିଥିଲେ । ଅର୍ଶଦୀପ ପ୍ଲେୟର ଅଫ୍ ଦି ମ୍ୟାଚ୍ ବିବେଚିତ ହୋଇଛନ୍ତି ।: [715, 1005, 882, 1509]
- weightlifting-body: ବ୍ରହ୍ମପୁର, ୧୨।୧(ସମିସ): ସ୍ଥାନୀୟ ମହାତ୍ମା ଗାନ୍ଧୀ ଷ୍ଟାଡିୟମରେ ଓଡ଼ିଶା ଭାରୋତ୍ତୋଳନ ସଂଘ ପକ୍ଷରୁ ଅନୁଷ୍ଠିତ ଖେଲୋ ଇଣ୍ଡିଆ ମହିଳା ଜାତୀୟ ଭାରୋତ୍ତୋଳନ ପ୍ରତିଯୋଗିତାର ଚତୁର୍ଥ ଦିନରେ ଦୁଇଟି ବର୍ଗ, ୭୬ କିଲୋ ଓ ୭୬ କିଲୋରେ ପ୍ରତିଯୋଗିତା ହୋଇଥିଲା । ଏଥିରେ ଓଡ଼ିଶା ଭାରୋତ୍ତୋଳନ ଦଳ ଦୁଇଟି ରୌପ୍ୟ ପଦକ ହାସଲ କରିଛନ୍ତି ।: [1047, 1928, 1244, 2098]
- highlight-item: ● ଭାଗ ନେବେ ଦେଶର ନାମିଦାମୀ ଖେଳାଳି: [41, 2110, 223, 2151]
- ao-columns: [902, 1002, 1453, 1335]
- banner-sports-panel: [905, 51, 1315, 249]
- ipl-kicker: କୋଲକାତାର ଇଡେନ୍‌ରେ ଆରମ୍ଭ ଓ ଶେଷ: [58, 289, 316, 310]
- kabaddi-dateline: କଟକ, ୧୨।୧(ସମିସ):: [61, 1934, 159, 1961]
- tag-rule: [1027, 324, 1162, 326]
- flag-icon: [898, 440, 1046, 557]
- u19-photo-column: [1051, 1581, 1261, 1742]
- t20-body: ଭୁବନେଶ୍ୱର, ୧୨।୧(ସମିସ): କେରଳର କୋଚିଠାରେ ଆସନ୍ତାକାଲିଠାରୁ ପଞ୍ଚମ ଜାତୀୟ ମହିଳା ଟି-୨୦ ଚାମ୍ପିଅନସିପ୍ ଅନୁଷ୍ଠିତ ହେବ । ଏଥିରେ ୧୯ଟି ଦଳ ଅଂଶଗ୍ରହଣ କରିଥିଲାବେଳେ ଏଗୁଡ଼ିକୁ ୫ଟି ଗ୍ରୁପରେ ଭାଗ କରାଯାଇଛି । ଗ୍ରୁପ୍-ଏ'ରେ ଓଡ଼ିଶା, ମଧ୍ୟପ୍ରଦେଶ (ଏମ୍‌ପି), ପଶ୍ଚିମବଙ୍ଗ ଓ ଆସାମ ସ୍ଥାନ ପାଇଛନ୍ତି । ଆସନ୍ତାକାଲି ଜାନୁଆରୀ ୧୩ରେ ଓଡ଼ିଶା ତାହାର ପ୍ରଥମ ମ୍ୟାଚ୍ ମଧ୍ୟପ୍ରଦେଶ ସହ ଖେଳିବ । ଜାନୁଆରୀ ୧୪ରେ ପଶ୍ଚିମବଙ୍ଗ, ୧୫ରେ ଆସାମ ସହ ଲିଗ୍ ମ୍ୟାଚ୍ ଖେଳିବ ଓଡ଼ିଶା । ଏହି ପ୍ରତିଯୋଗିତାର କ୍ୱାର୍ଟର ଫାଇନାଲ ୧୬ରେ, ୧୭ରେ ସେମିଫାଇନାଲ ଓ ୧୮ ରେ ଫାଇନାଲ ମ୍ୟାଚ୍ ଖେଳାଯିବ ।: [58, 1013, 316, 1263]
- kicker-bar: [504, 950, 506, 994]
- kho-kho-team-photo: [629, 439, 1064, 831]
- lead-body-2: ପୁରୁଷ ଟୁର୍ଣ୍ଣାମେଣ୍ଟରେ ଏସିଆରୁ ୯ଟି ଦେଶ ଯଥା ଭାରତ, ବାଂଲାଦେଶ, ଭୁଟାନ, ଇରାନ, ମାଲେସିଆ, ନେପାଳ, ପାକିସ୍ତାନ, ଶ୍ରୀଲଙ୍କା ଓ ଦକ୍ଷିଣ କୋରିଆ ଅଂଶଗ୍ରହଣ କରିବେ । ସେହିପରି ଆଫ୍ରିକାରୁ ୩, ୟୁରୋପରୁ: [360, 825, 613, 919]
- hockey-body: ରାଞ୍ଚି, ୧୨।୧(ଏଜେନ୍ସି): ସ୍ଥାନୀୟ ଜୟପାଲ ସିଂ ଷ୍ଟାଡିୟମରେ ହକି ଇଣ୍ଡିଆ ଲିଗ୍ (ଏଚ୍‌ଆଇଏଲ) ର ପ୍ରଥମ ମହିଳା ସଂସ୍କରଣ ରବିବାରଠାରୁ ଆରମ୍ଭ ହୋଇଛି । ଲିଗ୍‌ର ଏହି ପ୍ରାରମ୍ଭିକ ସଂସ୍କରଣରେ ୪ଟି ଦଳ ଯଥା ଓଡ଼ିଶା ୱାରିୟର୍ସ, ଦିଲ୍ଲୀ ଏସ୍‌ଜି ପାଇପର୍ସ, ରାରହ ବେଙ୍ଗଲ ଟାଇଗର୍ସ ଓ ସୁରମା ହକି କ୍ଲବ ଅଂଶଗ୍ରହଣ କରିଛନ୍ତି । ରବିବାର ଉଦ୍‌ଘାଟନୀ ମ୍ୟାଚ୍‌ରେ ଓଡ଼ିଶା ୱାରିୟର୍ସ ୪-୦ ଗୋଲରେ ଦିଲ୍ଲୀ ପାଇପର୍ସକୁ ପରାସ୍ତ କରି ଅଭିଯାନ ଆରମ୍ଭ କରିଛି । ଓଡ଼ିଶା ତା'ର ଦ୍ୱିତୀୟ ମ୍ୟାଚ୍‌ରେ ୧୫ ତାରିଖରେ ସୁରମାକୁ ଭେଟିବ । ଏହି ଏକପାଖିଆ ମ୍ୟାଚ୍‌ରେ ୧୭ ଓ ୩୭ତମ ମିନିଟ୍‌ରେ ୟିବି ଜାନସେନ୍ ପେନାଲ୍ଟି କର୍ଣ୍ଣର ଜରିଆରେ ଗୋଲ ଦେଇ ଓଡ଼ିଶାକୁ ଅଗ୍ରଣୀ ୨-୦ରେ କରାଇଥିଲେ । ଏହାପରେ ବଳଜିତ କୌର ୪୭ତମ ଓ ଫ୍ରିକେ ମୋଏସ୍ ୪୮ତମ ମିନିଟ୍‌ରେ ଫିଲ୍ଡ ଗୋଲ ଦେଇ ଦଳକୁ ଜିତାଇଥିଲେ ।: [360, 1005, 526, 1470]
- lifter-portrait-2: [1254, 2110, 1453, 2278]
- ao-header: [902, 950, 1453, 994]
- weightlifting-columns: [1047, 1925, 1453, 2101]
- newspaper-page: [32, 25, 1453, 2522]
- ao-body-3: ଭାରତର ଶ୍ରେଷ୍ଠ ଏକକ ତାରକା ସୁମିତ ନାଗଲ ରବିବାର ଅନୁଷ୍ଠିତ ପ୍ରଥମ ରାଉଣ୍ଡ ମ୍ୟାଚ୍‌ରେ ପରାସ୍ତ ହୋଇ ବିଦାୟ ନେଇଛନ୍ତି । ନାଗଲ ୩-୬, ୧-୬, ୫-୭ ସିଧାସଳଖ ସେଟ୍‌ରେ ଚେକ ଗଣରାଜ୍ୟର ୨୬ତମ ସିଡ୍ ଖେଳାଳି ଟୋମାସ ମଚାକଙ୍କଠାରୁ ପରାସ୍ତ ହୋଇଛନ୍ତି । ଏଟିପି ରାଙ୍କିଂରେ ୯୧ତମ ସ୍ଥାନରେ ରହିଥିବା ନାଗଲ ଭଲ ଆରମ୍ଭ କରିଥିଲେ ମଧ୍ୟ ପରେ ଲୟ ହରାଇଥିଲେ ।: [1183, 1167, 1453, 1299]
- kabaddi-left-column: [32, 1934, 271, 2168]
- ao-kicker: ଅଷ୍ଟ୍ରେଲିଆନ୍ ଓପନ: [902, 952, 983, 992]
- imprint-line-2: PRINTED AT THE SAKALA, SWOTI VILLAGE, PANIKOILI-755043, DIST: JAJPUR, ODISHA.: [32, 2465, 571, 2479]
- u19-headline: ୧୯ ବର୍ଷରୁ କମ୍ ମହିଳା ଏକଦିବସୀୟ; ବେଙ୍ଗଲଠାରୁ ହାରିଲା ଓଡ଼ିଶା: [859, 1544, 1389, 1569]
